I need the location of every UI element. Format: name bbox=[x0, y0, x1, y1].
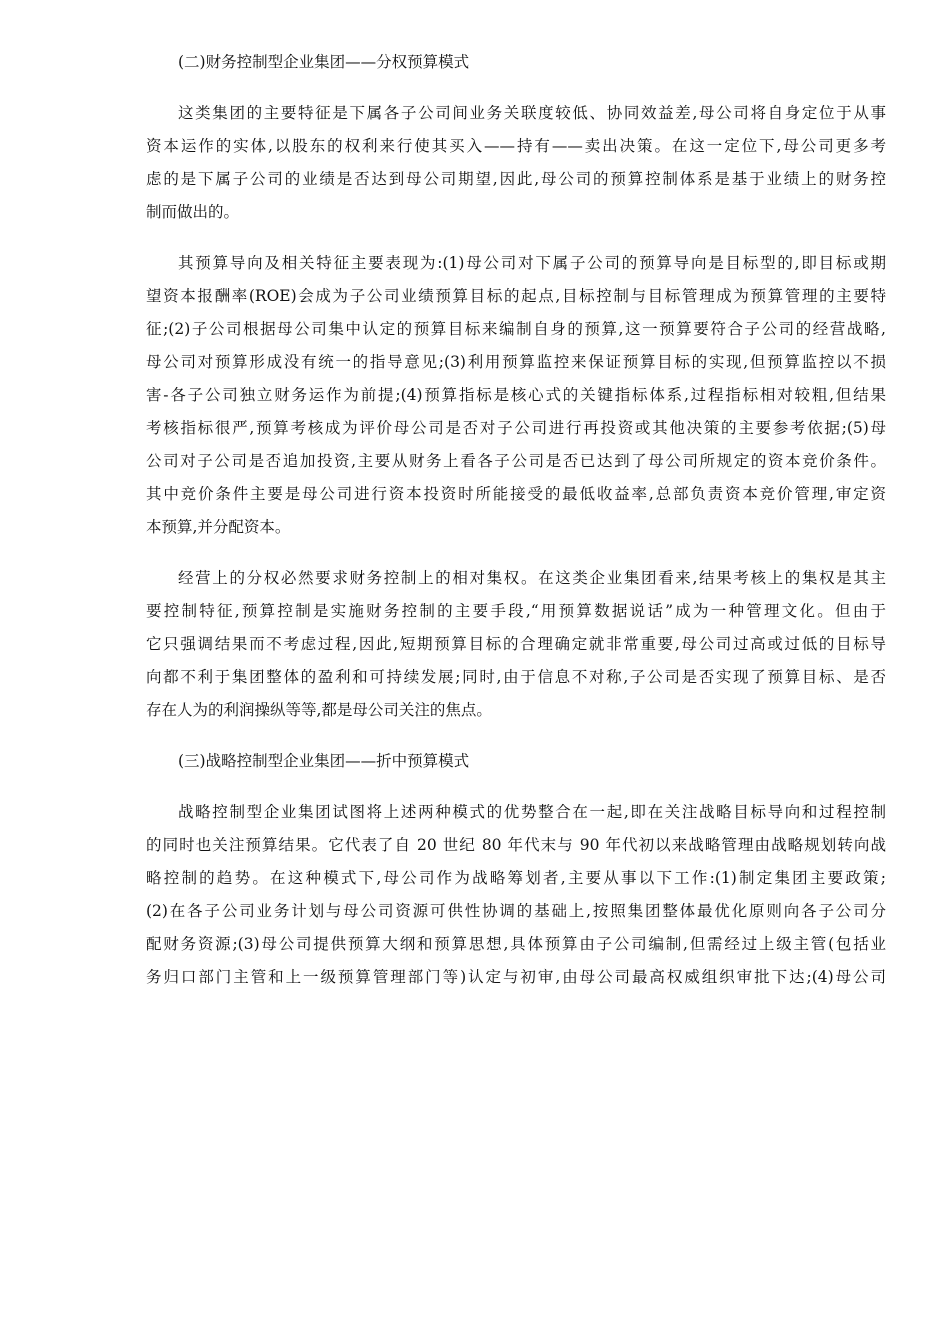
text-line: 的同时也关注预算结果。它代表了自 20 世纪 80 年代末与 90 年代初以来战略管理由战略规划转向战 bbox=[146, 836, 886, 854]
text-line: 战略控制型企业集团试图将上述两种模式的优势整合在一起,即在关注战略目标导向和过程控制 bbox=[178, 803, 886, 821]
paragraph bbox=[146, 562, 886, 727]
text-line: 其中竞价条件主要是母公司进行资本投资时所能接受的最低收益率,总部负责资本竞价管理,审定资 bbox=[146, 485, 886, 503]
text-line: 它只强调结果而不考虑过程,因此,短期预算目标的合理确定就非常重要,母公司过高或过低的目标导 bbox=[146, 635, 886, 653]
text-line: 母公司对预算形成没有统一的指导意见;(3)利用预算监控来保证预算目标的实现,但预算监控以不损 bbox=[146, 353, 886, 371]
text-line: 考核指标很严,预算考核成为评价母公司是否对子公司进行再投资或其他决策的主要参考依据;(5)母 bbox=[146, 419, 886, 437]
text-line: 制而做出的。 bbox=[146, 203, 240, 221]
text-line: 要控制特征,预算控制是实施财务控制的主要手段,“用预算数据说话”成为一种管理文化。但由于 bbox=[146, 602, 886, 620]
text-line: 务归口部门主管和上一级预算管理部门等)认定与初审,由母公司最高权威组织审批下达;(4)母公司 bbox=[146, 968, 886, 986]
text-line: 这类集团的主要特征是下属各子公司间业务关联度较低、协同效益差,母公司将自身定位于从事 bbox=[178, 104, 886, 122]
section-heading: (三)战略控制型企业集团——折中预算模式 bbox=[178, 752, 470, 770]
text-line: 本预算,并分配资本。 bbox=[146, 518, 291, 536]
text-line: 经营上的分权必然要求财务控制上的相对集权。在这类企业集团看来,结果考核上的集权是其主 bbox=[178, 569, 886, 587]
text-line: 虑的是下属子公司的业绩是否达到母公司期望,因此,母公司的预算控制体系是基于业绩上的财务控 bbox=[146, 170, 886, 188]
paragraph bbox=[146, 97, 886, 229]
text-line: 征;(2)子公司根据母公司集中认定的预算目标来编制自身的预算,这一预算要符合子公司的经营战略, bbox=[146, 320, 886, 338]
text-line: 公司对子公司是否追加投资,主要从财务上看各子公司是否已达到了母公司所规定的资本竞价条件。 bbox=[146, 452, 886, 470]
text-line: 资本运作的实体,以股东的权利来行使其买入——持有——卖出决策。在这一定位下,母公司更多考 bbox=[146, 137, 886, 155]
text-line: (2)在各子公司业务计划与母公司资源可供性协调的基础上,按照集团整体最优化原则向各子公司分 bbox=[146, 902, 886, 920]
text-line: 其预算导向及相关特征主要表现为:(1)母公司对下属子公司的预算导向是目标型的,即目标或期 bbox=[178, 254, 886, 272]
text-line: 略控制的趋势。在这种模式下,母公司作为战略筹划者,主要从事以下工作:(1)制定集团主要政策; bbox=[146, 869, 886, 887]
text-line: 配财务资源;(3)母公司提供预算大纲和预算思想,具体预算由子公司编制,但需经过上级主管(包括业 bbox=[146, 935, 886, 953]
paragraph bbox=[146, 247, 886, 544]
section-heading: (二)财务控制型企业集团——分权预算模式 bbox=[178, 53, 470, 71]
text-line: 望资本报酬率(ROE)会成为子公司业绩预算目标的起点,目标控制与目标管理成为预算管理的主要特 bbox=[146, 287, 886, 305]
document-body bbox=[146, 46, 886, 994]
paragraph bbox=[146, 796, 886, 994]
text-line: 害-各子公司独立财务运作为前提;(4)预算指标是核心式的关键指标体系,过程指标相对较粗,但结果 bbox=[146, 386, 886, 404]
text-line: 存在人为的利润操纵等等,都是母公司关注的焦点。 bbox=[146, 701, 492, 719]
text-line: 向都不利于集团整体的盈利和可持续发展;同时,由于信息不对称,子公司是否实现了预算目标、是否 bbox=[146, 668, 886, 686]
